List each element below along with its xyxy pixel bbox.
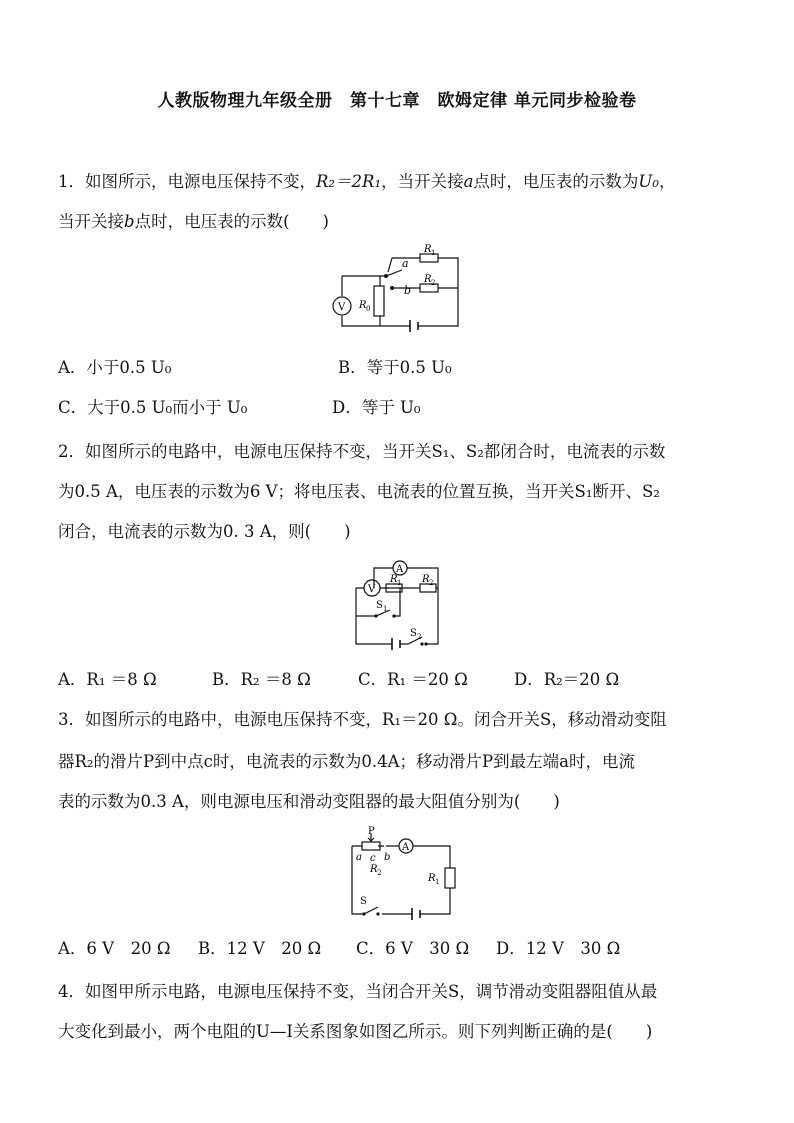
q2-fig-r2-sub: 2 <box>429 579 434 587</box>
q3-fig-c: c <box>370 853 376 864</box>
q1-fig-r2: R <box>424 274 432 285</box>
q2-circuit-diagram <box>340 558 450 650</box>
q3-option-b: B．12 V 20 Ω <box>198 939 322 958</box>
q3-fig-r1-sub: 1 <box>435 878 440 886</box>
q1-text: 1．如图所示，电源电压保持不变， <box>58 172 316 191</box>
q3-fig-r1: R <box>428 873 436 884</box>
q2-fig-r2: R <box>422 574 430 585</box>
q1-option-b: B．等于0.5 U₀ <box>338 358 452 377</box>
q1-text: ， <box>658 172 676 191</box>
q2-option-d: D．R₂＝20 Ω <box>514 670 620 689</box>
q3-option-c: C．6 V 30 Ω <box>356 939 470 958</box>
q2-line1: 2．如图所示的电路中，电源电压保持不变，当开关S₁、S₂都闭合时，电流表的示数 <box>58 442 666 461</box>
q2-option-b: B．R₂ ＝8 Ω <box>212 670 311 689</box>
q1-option-d: D．等于 U₀ <box>332 398 421 417</box>
q1-text: 点时，电压表的示数( ) <box>134 212 329 231</box>
q2-fig-s1: S <box>376 600 383 611</box>
q3-fig-b: b <box>384 852 391 863</box>
q1-u0: U₀ <box>638 172 659 191</box>
q2-fig-s1-sub: 1 <box>383 605 388 613</box>
q1-fig-r2-sub: 2 <box>431 279 436 287</box>
q2-option-a: A．R₁ ＝8 Ω <box>58 670 157 689</box>
q1-fig-b: b <box>404 284 412 297</box>
q1-text: 点时，电压表的示数为 <box>473 172 639 191</box>
q3-line2: 器R₂的滑片P到中点c时，电流表的示数为0.4A；移动滑片P到最左端a时，电流 <box>58 752 635 771</box>
q1-option-a: A．小于0.5 U₀ <box>58 358 172 377</box>
q1-text: 当开关接 <box>58 212 124 231</box>
q4-line2: 大变化到最小，两个电阻的U—I关系图象如图乙所示。则下列判断正确的是( ) <box>58 1022 653 1041</box>
q3-option-d: D．12 V 30 Ω <box>496 939 621 958</box>
q1-equation: R₂＝2R₁ <box>316 172 382 191</box>
q1-line1 <box>58 170 675 194</box>
q2-fig-s2: S <box>410 628 417 639</box>
q2-fig-r1: R <box>390 574 398 585</box>
q2-option-c: C．R₁ ＝20 Ω <box>358 670 468 689</box>
q2-line2: 为0.5 A，电压表的示数为6 V；将电压表、电流表的位置互换，当开关S₁断开、S₂ <box>58 482 660 501</box>
q1-fig-a: a <box>402 257 409 270</box>
q4-line1: 4．如图甲所示电路，电源电压保持不变，当闭合开关S，调节滑动变阻器阻值从最 <box>58 982 658 1001</box>
q2-line3: 闭合，电流表的示数为0. 3 A，则( ) <box>58 522 351 541</box>
q1-point-a: a <box>463 172 474 191</box>
q2-fig-r1-sub: 1 <box>397 579 402 587</box>
q1-circuit-diagram <box>330 244 470 332</box>
q3-circuit-diagram <box>344 826 462 918</box>
q3-fig-s: S <box>360 896 367 907</box>
q3-fig-r2: R <box>370 864 378 875</box>
q1-line2 <box>58 210 329 234</box>
q1-fig-r1-sub: 1 <box>431 249 436 257</box>
q2-voltmeter-label: V <box>368 584 376 595</box>
q3-fig-a: a <box>356 852 362 863</box>
q1-fig-r0-sub: 0 <box>366 305 371 313</box>
q2-ammeter-label: A <box>396 564 404 575</box>
q1-text: ，当开关接 <box>381 172 464 191</box>
q1-fig-r1: R <box>424 244 432 255</box>
q3-line1: 3．如图所示的电路中，电源电压保持不变，R₁＝20 Ω。闭合开关S，移动滑动变阻 <box>58 710 667 729</box>
q3-fig-p: P <box>368 826 375 837</box>
page-title: 人教版物理九年级全册 第十七章 欧姆定律 单元同步检验卷 <box>157 91 637 111</box>
q3-line3: 表的示数为0.3 A，则电源电压和滑动变阻器的最大阻值分别为( ) <box>58 792 560 811</box>
q1-option-c: C．大于0.5 U₀而小于 U₀ <box>58 398 248 417</box>
q1-fig-r0: R <box>359 300 367 311</box>
q3-option-a: A．6 V 20 Ω <box>58 939 171 958</box>
q2-fig-s2-sub: 2 <box>417 633 422 641</box>
q1-point-b: b <box>124 212 135 231</box>
q1-voltmeter-label: V <box>338 302 346 313</box>
q3-fig-r2-sub: 2 <box>377 869 382 877</box>
q3-ammeter-label: A <box>402 842 410 853</box>
